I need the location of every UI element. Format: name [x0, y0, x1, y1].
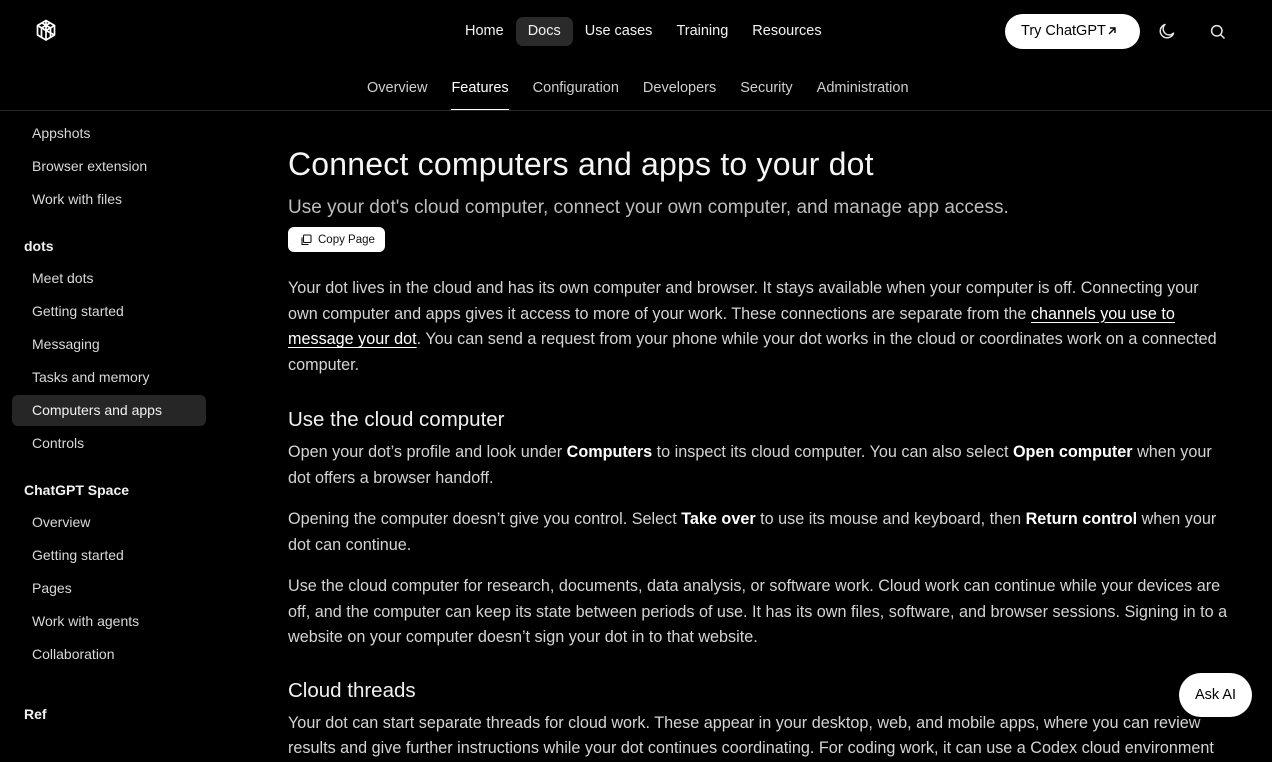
p3-bold-return-control: Return control [1025, 510, 1138, 528]
tab-administration[interactable]: Administration [816, 80, 909, 96]
tab-developers[interactable]: Developers [642, 80, 717, 96]
p3-text-c: to use its mouse and keyboard, then [755, 510, 1026, 528]
tab-features[interactable]: Features [451, 70, 508, 110]
search-icon[interactable] [1210, 24, 1226, 40]
sub-nav [355, 70, 921, 110]
sidebar-item-work-with-agents[interactable]: Work with agents [32, 613, 140, 629]
sidebar-item-space-overview[interactable]: Overview [32, 514, 91, 530]
section-heading-cloud-threads: Cloud threads [288, 678, 416, 702]
tab-configuration[interactable]: Configuration [532, 80, 619, 96]
intro-paragraph [288, 276, 1228, 378]
paragraph-cloud-threads: Your dot can start separate threads for cloud work. These appear in your desktop, web, and mobile apps, where you can review results and give further instructions while your dot continues coordinating. For coding work, it can use a Codex cloud environment [288, 713, 1214, 757]
page-title: Connect computers and apps to your dot [288, 146, 874, 182]
sidebar-item-space-getting-started[interactable]: Getting started [32, 547, 124, 563]
paragraph-open-profile [288, 440, 1228, 491]
sidebar-heading-dots: dots [24, 238, 54, 254]
main-nav [453, 17, 834, 46]
p2-bold-open-computer: Open computer [1012, 443, 1133, 461]
external-arrow-icon [1106, 25, 1118, 37]
sidebar-item-tasks-and-memory[interactable]: Tasks and memory [32, 369, 150, 385]
p2-text-d: when your dot offers a browser handoff. [288, 443, 1212, 487]
moon-icon[interactable] [1158, 22, 1176, 40]
sidebar-heading-chatgpt-space: ChatGPT Space [24, 482, 130, 498]
sidebar-item-browser-extension[interactable]: Browser extension [32, 158, 148, 174]
p3-bold-take-over: Take over [681, 510, 756, 528]
sidebar-item-messaging[interactable]: Messaging [32, 336, 100, 352]
channels-link[interactable]: channels you use to message your dot [288, 304, 1175, 348]
sidebar-item-pages[interactable]: Pages [32, 580, 72, 596]
tab-overview[interactable]: Overview [367, 80, 428, 96]
section-heading-cloud-computer: Use the cloud computer [288, 408, 505, 431]
intro-text-a: Your dot lives in the cloud and has its own computer and browser. It stays available when your computer is off. Connecting your own computer and apps gives it access to more of your work. These connections are separate from the [288, 279, 1199, 323]
sidebar-item-computers-and-apps[interactable]: Computers and apps [12, 395, 206, 426]
openai-logo-icon[interactable] [32, 17, 60, 45]
paragraph-cloud-uses: Use the cloud computer for research, documents, data analysis, or software work. Cloud work can continue while your devices are off, and the computer can keep its state between periods of use. It has its own files, software, and browser sessions. Signing in to a website on your computer doesn’t sign your dot in to that website. [288, 577, 1228, 646]
top-bar [0, 0, 1272, 64]
sidebar-item-getting-started[interactable]: Getting started [32, 303, 124, 319]
sidebar-item-meet-dots[interactable]: Meet dots [32, 270, 94, 286]
page-subtitle: Use your dot's cloud computer, connect your own computer, and manage app access. [288, 197, 1009, 218]
intro-text-b: . You can send a request from your phone while your dot works in the cloud or coordinates work on a connected computer. [288, 330, 1217, 374]
sidebar-heading-ref: Ref [24, 706, 47, 722]
try-chatgpt-label: Try ChatGPT [1021, 23, 1106, 39]
sidebar-item-work-with-files[interactable]: Work with files [32, 191, 122, 207]
nav-home[interactable]: Home [465, 23, 504, 39]
nav-resources[interactable]: Resources [752, 23, 822, 39]
p3-text-d: when your dot can continue. [288, 510, 1217, 554]
nav-use-cases[interactable]: Use cases [584, 23, 653, 39]
sidebar-item-controls[interactable]: Controls [32, 435, 85, 451]
sidebar-item-appshots[interactable]: Appshots [32, 125, 91, 141]
copy-page-label: Copy Page [318, 233, 375, 246]
nav-docs[interactable]: Docs [516, 17, 573, 46]
paragraph-take-over [288, 507, 1228, 558]
ask-ai-button[interactable]: Ask AI [1179, 673, 1252, 717]
copy-page-button[interactable] [288, 227, 385, 252]
p3-text-a: Opening the computer doesn’t give you control. Select [288, 510, 682, 528]
copy-icon [300, 234, 312, 246]
p2-text-a: Open your dot’s profile and look under [288, 443, 567, 461]
nav-training[interactable]: Training [676, 23, 729, 39]
main-content [288, 140, 1228, 762]
p2-bold-computers: Computers [566, 443, 653, 461]
header-divider [0, 110, 1272, 111]
sidebar [12, 118, 206, 672]
sidebar-item-collaboration[interactable]: Collaboration [32, 646, 115, 662]
tab-security[interactable]: Security [740, 80, 793, 96]
p2-text-c: to inspect its cloud computer. You can also select [652, 443, 1013, 461]
try-chatgpt-button[interactable] [1005, 14, 1140, 49]
